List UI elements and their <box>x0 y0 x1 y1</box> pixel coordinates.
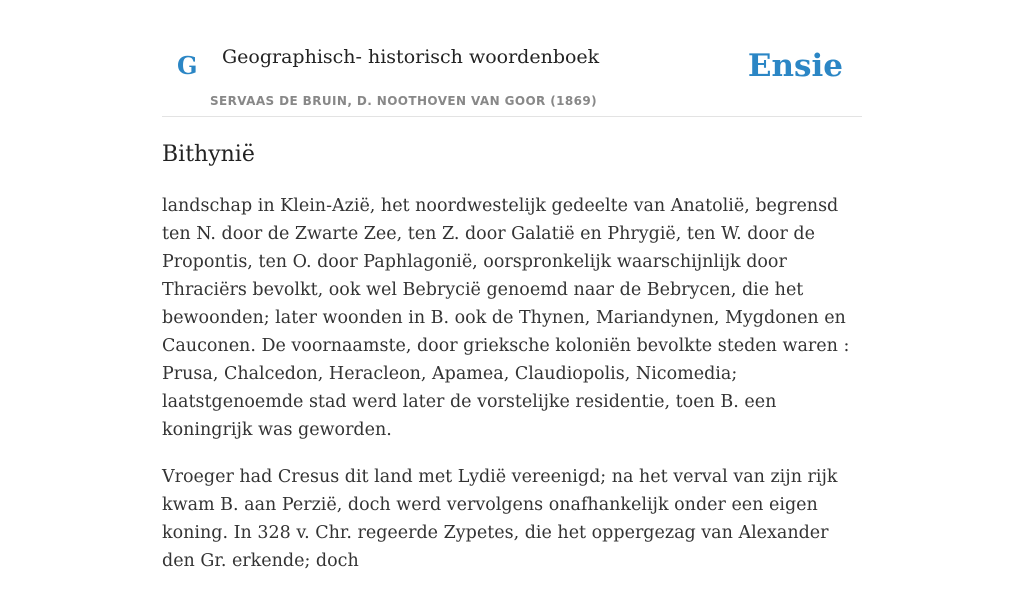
book-icon[interactable]: G <box>177 51 198 80</box>
header <box>162 0 862 117</box>
book-authors: SERVAAS DE BRUIN, D. NOOTHOVEN VAN GOOR (1869) <box>210 94 598 108</box>
entry-text <box>162 192 862 575</box>
entry-title: Bithynië <box>162 142 255 167</box>
ensie-logo[interactable]: Ensie <box>747 48 843 84</box>
book-title-link[interactable]: Geographisch- historisch woordenboek <box>222 46 600 68</box>
entry-paragraph: landschap in Klein-Azië, het noordwestelijk gedeelte van Anatolië, begrensd ten N. door de Zwarte Zee, ten Z. door Galatië en Phrygië, ten W. door de Propontis, ten O. door Paphlagonië, oorspronkelijk waarschijnlijk door Thraciërs bevolkt, ook wel Bebrycië genoemd naar de Bebrycen, die het bewoonden; later woonden in B. ook de Thynen, Mariandynen, Mygdonen en Cauconen. De voornaamste, door grieksche koloniën bevolkte steden waren : Prusa, Chalcedon, Heracleon, Apamea, Claudiopolis, Nicomedia; laatstgenoemde stad werd later de vorstelijke residentie, toen B. een koningrijk was geworden. <box>162 196 850 440</box>
entry-content <box>162 137 862 594</box>
entry-paragraph: Vroeger had Cresus dit land met Lydië vereenigd; na het verval van zijn rijk kwam B. aan Perzië, doch werd vervolgens onafhankelijk onder een eigen koning. In 328 v. Chr. regeerde Zypetes, die het oppergezag van Alexander den Gr. erkende; doch <box>162 467 838 571</box>
